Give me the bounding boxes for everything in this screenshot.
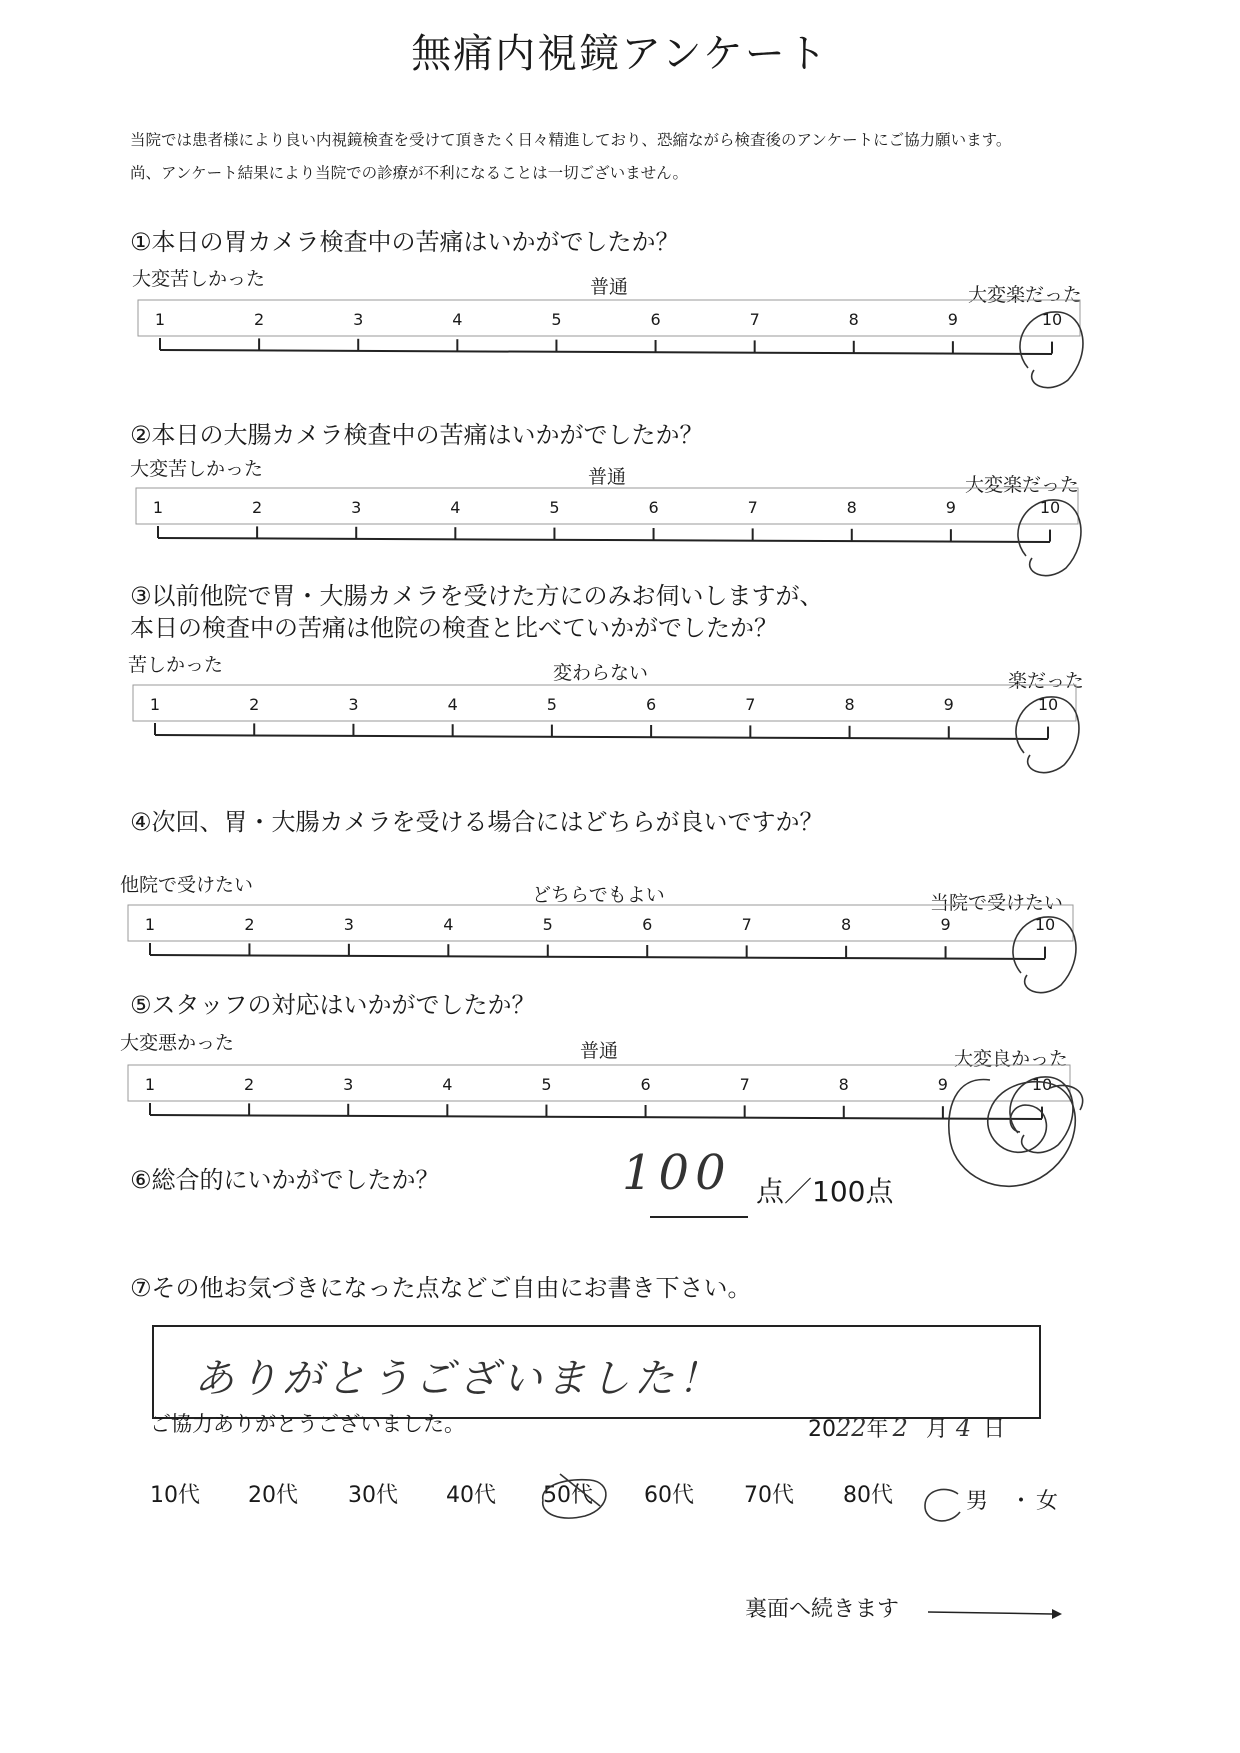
scale-number-7[interactable]: 7: [741, 915, 752, 934]
footer-continue-text: 裏面へ続きます: [745, 1597, 900, 1622]
month-label: 月: [925, 1417, 948, 1442]
scale-baseline: [150, 1115, 1042, 1119]
q5-right-label: 大変良かった: [954, 1048, 1069, 1070]
q1-left-label: 大変苦しかった: [132, 268, 266, 290]
year-handwritten: 22: [836, 1414, 867, 1442]
scale-number-9[interactable]: 9: [943, 695, 954, 714]
year-label: 年: [866, 1417, 889, 1442]
q5-mid-label: 普通: [580, 1040, 619, 1062]
scale-number-6[interactable]: 6: [640, 1075, 651, 1094]
comment-handwritten: ありがとうございました！: [194, 1356, 722, 1402]
age-10s[interactable]: 10代: [150, 1483, 200, 1508]
q6-score-underline: [650, 1216, 748, 1218]
scale-number-1[interactable]: 1: [154, 310, 166, 329]
scale-number-3[interactable]: 3: [343, 1075, 354, 1094]
scale-number-8[interactable]: 8: [838, 1075, 849, 1094]
scale-number-8[interactable]: 8: [846, 498, 857, 517]
intro-line-1: 当院では患者様により良い内視鏡検査を受けて頂きたく日々精進しており、恐縮ながら検査後のアンケートにご協力願います。: [130, 131, 1012, 149]
scale-frame: [128, 1065, 1070, 1101]
age-80s[interactable]: 80代: [843, 1483, 893, 1508]
date-field[interactable]: [808, 1412, 1005, 1443]
scale-number-5[interactable]: 5: [546, 695, 557, 714]
age-70s[interactable]: 70代: [744, 1483, 794, 1508]
age-20s[interactable]: 20代: [248, 1483, 298, 1508]
scale-number-5[interactable]: 5: [541, 1075, 552, 1094]
scale-number-2[interactable]: 2: [254, 310, 265, 329]
scale-number-2[interactable]: 2: [249, 695, 260, 714]
comment-box[interactable]: [152, 1325, 1041, 1419]
q2-left-label: 大変苦しかった: [130, 458, 264, 480]
scale-number-2[interactable]: 2: [244, 915, 255, 934]
scale-number-4[interactable]: 4: [452, 310, 463, 329]
question-5: ⑤スタッフの対応はいかがでしたか？: [130, 991, 536, 1019]
q3-right-label: 楽だった: [1008, 670, 1085, 692]
scale-number-8[interactable]: 8: [844, 695, 855, 714]
scale-number-9[interactable]: 9: [947, 310, 958, 329]
q2-mid-label: 普通: [588, 466, 627, 488]
age-50s[interactable]: 50代: [543, 1483, 593, 1508]
day-label: 日: [983, 1417, 1006, 1442]
q1-right-label: 大変楽だった: [968, 284, 1083, 306]
age-40s[interactable]: 40代: [446, 1483, 496, 1508]
scale-number-10[interactable]: 10: [1037, 695, 1059, 714]
scale-number-5[interactable]: 5: [551, 310, 562, 329]
scale-number-8[interactable]: 8: [841, 915, 852, 934]
q6-score-suffix: 点／100点: [756, 1175, 894, 1208]
question-1: ①本日の胃カメラ検査中の苦痛はいかがでしたか？: [130, 228, 680, 256]
scale-number-2[interactable]: 2: [244, 1075, 255, 1094]
scale-number-7[interactable]: 7: [745, 695, 756, 714]
month-handwritten: 2: [892, 1414, 908, 1442]
scale-number-2[interactable]: 2: [252, 498, 263, 517]
scale-number-9[interactable]: 9: [940, 915, 951, 934]
question-3-line-1: ③以前他院で胃・大腸カメラを受けた方にのみお伺いしますが、: [130, 582, 824, 610]
age-60s[interactable]: 60代: [644, 1483, 694, 1508]
scale-number-9[interactable]: 9: [937, 1075, 948, 1094]
scale-number-1[interactable]: 1: [149, 695, 161, 714]
scale-number-5[interactable]: 5: [549, 498, 560, 517]
q3-mid-label: 変わらない: [553, 662, 649, 684]
scale-number-7[interactable]: 7: [739, 1075, 750, 1094]
q1-mid-label: 普通: [590, 276, 629, 298]
q4-mid-label: どちらでもよい: [532, 884, 665, 906]
scale-number-4[interactable]: 4: [447, 695, 458, 714]
scale-number-6[interactable]: 6: [642, 915, 653, 934]
year-prefix: 20: [808, 1417, 836, 1442]
scale-number-8[interactable]: 8: [848, 310, 859, 329]
scale-number-10[interactable]: 10: [1041, 310, 1063, 329]
scale-number-6[interactable]: 6: [646, 695, 657, 714]
page-title: 無痛内視鏡アンケート: [411, 31, 829, 77]
scale-number-3[interactable]: 3: [353, 310, 364, 329]
day-handwritten: 4: [955, 1414, 972, 1442]
scale-number-6[interactable]: 6: [648, 498, 659, 517]
question-2: ②本日の大腸カメラ検査中の苦痛はいかがでしたか？: [130, 421, 704, 449]
scale-number-3[interactable]: 3: [343, 915, 354, 934]
question-6: ⑥総合的にいかがでしたか？: [130, 1166, 440, 1194]
question-4: ④次回、胃・大腸カメラを受ける場合にはどちらが良いですか？: [130, 808, 824, 836]
scale-number-3[interactable]: 3: [351, 498, 362, 517]
scale-number-1[interactable]: 1: [144, 1075, 156, 1094]
q4-left-label: 他院で受けたい: [120, 874, 254, 896]
scale-number-4[interactable]: 4: [450, 498, 461, 517]
scale-number-7[interactable]: 7: [749, 310, 760, 329]
thanks-text: ご協力ありがとうございました。: [150, 1412, 465, 1436]
q5-left-label: 大変悪かった: [120, 1032, 235, 1054]
gender-male[interactable]: 男: [966, 1489, 989, 1514]
q4-right-label: 当院で受けたい: [930, 892, 1064, 914]
gender-separator: ・: [1010, 1489, 1033, 1514]
scale-number-4[interactable]: 4: [442, 1075, 453, 1094]
question-7: ⑦その他お気づきになった点などご自由にお書き下さい。: [130, 1274, 752, 1302]
q3-left-label: 苦しかった: [128, 654, 224, 676]
scale-number-4[interactable]: 4: [443, 915, 454, 934]
scale-number-5[interactable]: 5: [542, 915, 553, 934]
q2-right-label: 大変楽だった: [965, 474, 1080, 496]
scale-number-1[interactable]: 1: [152, 498, 164, 517]
scale-number-10[interactable]: 10: [1034, 915, 1056, 934]
age-30s[interactable]: 30代: [348, 1483, 398, 1508]
q6-score-handwritten[interactable]: 100: [622, 1145, 732, 1201]
scale-number-1[interactable]: 1: [144, 915, 156, 934]
scale-number-10[interactable]: 10: [1031, 1075, 1053, 1094]
scale-number-10[interactable]: 10: [1039, 498, 1061, 517]
scale-number-3[interactable]: 3: [348, 695, 359, 714]
scale-number-7[interactable]: 7: [747, 498, 758, 517]
question-3-line-2: 本日の検査中の苦痛は他院の検査と比べていかがでしたか？: [130, 614, 778, 642]
scale-number-6[interactable]: 6: [650, 310, 661, 329]
gender-female[interactable]: 女: [1036, 1489, 1059, 1514]
scale-number-9[interactable]: 9: [945, 498, 956, 517]
intro-line-2: 尚、アンケート結果により当院での診療が不利になることは一切ございません。: [130, 164, 689, 182]
